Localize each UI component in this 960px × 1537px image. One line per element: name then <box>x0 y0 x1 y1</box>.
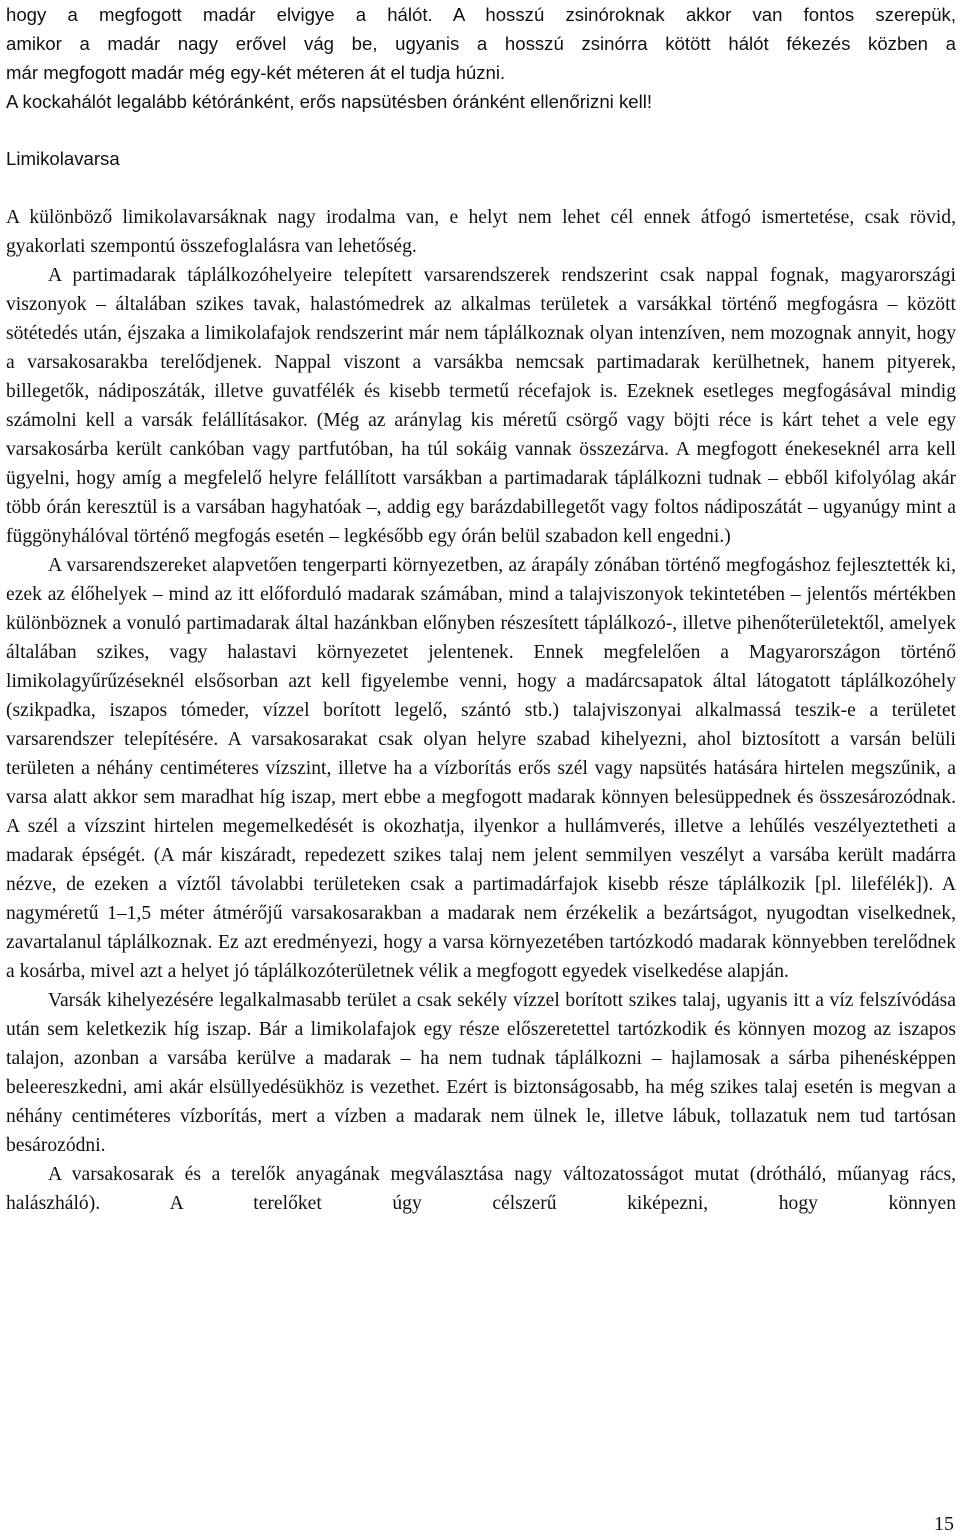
body-text <box>6 203 956 1218</box>
intro-warning: A kockahálót legalább kétóránként, erős napsütésben óránként ellenőrizni kell! <box>6 91 653 112</box>
intro-line: már megfogott madár még egy-két méteren át el tudja húzni. <box>6 62 506 83</box>
paragraph: Varsák kihelyezésére legalkalmasabb terület a csak sekély vízzel borított szikes talaj, ugyanis itt a víz felszívódása után sem keletkezik híg iszap. Bár a limikolafajok egy része előszeretettel tartózkodik és könnyen mozog az iszapos talajon, azonban a varsába kerülve a madarak – ha nem tudnak táplálkozni – hajlamosak a sárba pihenésképpen beleereszkedni, ami akár elsüllyedésükhöz is vezethet. Ezért is biztonságosabb, ha még szikes talaj esetén is megvan a néhány centiméteres vízborítás, mert a vízben a madarak nem ülnek le, illetve lábuk, tollazatuk nem tud tartósan besározódni. <box>6 990 956 1156</box>
intro-line: hogy a megfogott madár elvigye a hálót. A hosszú zsinóroknak akkor van fontos szerepük, <box>6 4 956 25</box>
intro-block <box>6 0 956 116</box>
section-title: Limikolavarsa <box>6 148 120 169</box>
paragraph: A varsakosarak és a terelők anyagának megválasztása nagy változatosságot mutat (drótháló, műanyag rács, halászháló). A terelőket úgy célszerű kiképezni, hogy könnyen <box>6 1164 956 1214</box>
paragraph: A varsarendszereket alapvetően tengerparti környezetben, az árapály zónában történő megfogáshoz fejlesztették ki, ezek az élőhelyek – mind az itt előforduló madarak számában, mind a talajviszonyok tekintetében – jelentős mértékben különböznek a vonuló partimadarak által hazánkban előnyben részesített táplálkozó-, illetve pihenőterületektől, amelyek általában szikes, vagy halastavi környezetet jelentenek. Ennek megfelelően a Magyarországon történő limikolagyűrűzéseknél elsősorban azt kell figyelembe venni, hogy a madárcsapatok által látogatott táplálkozóhely (szikpadka, iszapos tómeder, vízzel borított legelő, szántó stb.) talajviszonyai alkalmassá teszik-e a területet varsarendszer telepítésére. A varsakosarakat csak olyan helyre szabad kihelyezni, ahol biztosított a varsán belüli területen a néhány centiméteres vízszint, illetve ha a vízborítás erős szél vagy napsütés hatására hirtelen megszűnik, a varsa alatt akkor sem maradhat híg iszap, mert ebbe a megfogott madarak könnyen belesüppednek és összesározódnak. A szél a vízszint hirtelen megemelkedését is okozhatja, ilyenkor a hullámverés, illetve a lehűlés veszélyeztetheti a madarak épségét. (A már kiszáradt, repedezett szikes talaj nem jelent semmilyen veszélyt a varsába került madárra nézve, de ezeken a víztől távolabbi területeken csak a partimadárfajok kisebb része táplálkozik [pl. lilefélék]). A nagyméretű 1–1,5 méter átmérőjű varsakosarakban a madarak nem érzékelik a bezártságot, nyugodtan viselkednek, zavartalanul táplálkoznak. Ez azt eredményezi, hogy a varsa környezetében tartózkodó madarak könnyebben terelődnek a kosárba, mivel azt a helyet jó táplálkozóterületnek vélik a megfogott egyedek viselkedése alapján. <box>6 555 956 982</box>
paragraph: A partimadarak táplálkozóhelyeire telepített varsarendszerek rendszerint csak nappal fognak, magyarországi viszonyok – általában szikes tavak, halastómedrek az alkalmas területek a varsákkal történő megfogásra – között sötétedés után, éjszaka a limikolafajok rendszerint már nem táplálkoznak olyan intenzíven, nem mozognak annyit, hogy a varsakosarakba terelődjenek. Nappal viszont a varsákba nemcsak partimadarak kerülhetnek, hanem pityerek, billegetők, nádiposzáták, illetve guvatfélék és kisebb termetű récefajok is. Ezeknek esetleges megfogásával mindig számolni kell a varsák felállításakor. (Még az aránylag kis méretű csörgő vagy böjti réce is kárt tehet a vele egy varsakosárba került cankóban vagy partfutóban, ha túl sokáig vannak összezárva. A megfogott énekeseknél arra kell ügyelni, hogy amíg a megfelelő helyre felállított varsákban a partimadarak táplálkozni tudnak – ebből kifolyólag akár több órán keresztül is a varsában hagyhatóak –, addig egy barázdabillegetőt vagy foltos nádiposzátát – ugyanúgy mint a függönyhálóval történő megfogás esetén – legkésőbb egy órán belül szabadon kell engedni.) <box>6 265 956 547</box>
paragraph: A különböző limikolavarsáknak nagy irodalma van, e helyt nem lehet cél ennek átfogó ismertetése, csak rövid, gyakorlati szempontú összefoglalásra van lehetőség. <box>6 207 956 257</box>
intro-line: amikor a madár nagy erővel vág be, ugyanis a hosszú zsinórra kötött hálót fékezés közben a <box>6 33 956 54</box>
page-number: 15 <box>934 1513 954 1535</box>
